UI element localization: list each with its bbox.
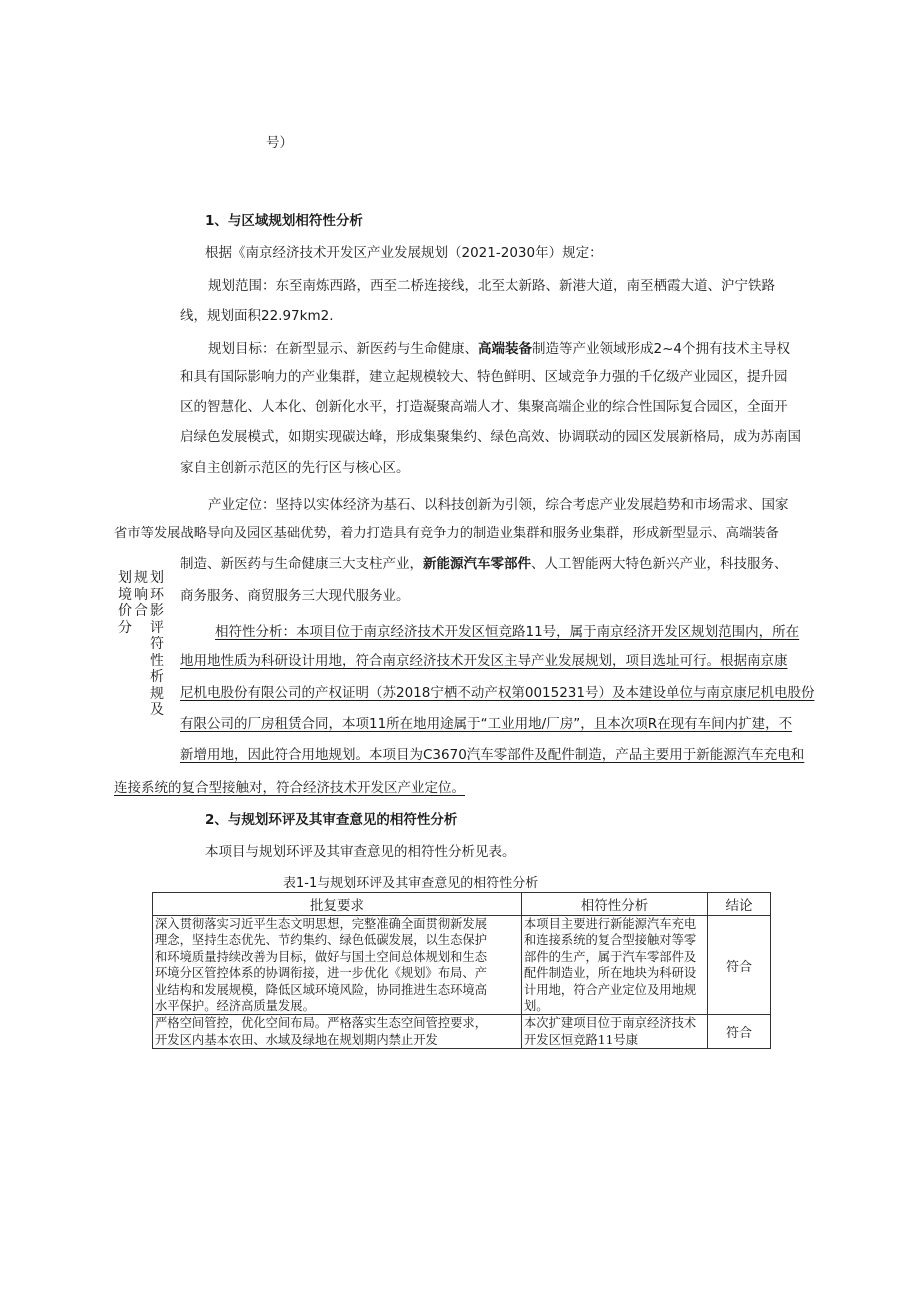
goal-line-5: 家自主创新示范区的先行区与核心区。 — [180, 460, 410, 476]
conformity-line-5: 新增用地，因此符合用地规划。本项目为C3670汽车零部件及配件制造，产品主要用于新能源汽车充电和 — [180, 747, 805, 763]
text-line: 水平保护。经济高质量发展。 — [155, 999, 315, 1014]
text-line: 严格空间管控，优化空间布局。严格落实生态空间管控要求， — [155, 1016, 488, 1031]
header-conclusion: 结论 — [708, 893, 771, 916]
header-requirement: 批复要求 — [153, 893, 522, 916]
text-line: 深入贯彻落实习近平生态文明思想，完整准确全面贯彻新发展 — [155, 917, 488, 931]
text-line: 环境分区管控体系的协调衔接，进一步优化《规划》布局、产 — [155, 966, 488, 981]
text-line: 部件的生产，属于汽车零部件及 — [524, 949, 697, 964]
positioning-line-4: 商务服务、商贸服务三大现代服务业。 — [180, 588, 410, 604]
row2-requirement — [153, 1015, 522, 1049]
text-line: 计用地，符合产业定位及用地规 — [524, 982, 697, 997]
section1-heading: 1、与区域规划相符性分析 — [205, 213, 363, 229]
goal-line-1 — [208, 337, 790, 357]
text-line: 和连接系统的复合型接触对等零 — [524, 933, 697, 948]
conformity-line-2: 地用地性质为科研设计用地，符合南京经济技术开发区主导产业发展规划，项目选址可行。根据南京康 — [180, 653, 788, 669]
text-line: 配件制造业，所在地块为科研设 — [524, 966, 697, 981]
text-line: 本次扩建项目位于南京经济技术 — [524, 1016, 697, 1031]
goal-line-3: 区的智慧化、人本化、创新化水平，打造凝聚高端人才、集聚高端企业的综合性国际复合园区，全面开 — [180, 399, 788, 415]
row1-analysis — [522, 916, 708, 1015]
table-row — [153, 916, 771, 1015]
conformity-table — [152, 892, 771, 1049]
conformity-line-6: 连接系统的复合型接触对，符合经济技术开发区产业定位。 — [114, 780, 465, 796]
table-row — [153, 1015, 771, 1049]
conformity-line-4: 有限公司的厂房租赁合同，本项11所在地用途属于“工业用地/厂房”，且本次项R在现有车间内扩建，不 — [180, 716, 793, 732]
goal-text-post: 制造等产业领域形成2~4个拥有技术主导权 — [532, 341, 790, 357]
goal-text-pre: 规划目标：在新型显示、新医药与生命健康、 — [208, 341, 478, 357]
text-line: 本项目主要进行新能源汽车充电 — [524, 917, 697, 931]
row2-analysis — [522, 1015, 708, 1049]
header-analysis: 相符性分析 — [522, 893, 708, 916]
row1-conclusion: 符合 — [708, 916, 771, 1015]
section2-intro: 本项目与规划环评及其审查意见的相符性分析见表。 — [205, 844, 516, 860]
positioning-line-2: 省市等发展战略导向及园区基础优势，着力打造具有竞争力的制造业集群和服务业集群，形成新型显示、高端装备 — [114, 526, 779, 541]
conformity-line-1: 相符性分析：本项目位于南京经济技术开发区恒竞路11号，属于南京经济开发区规划范围内，所在 — [215, 624, 800, 640]
side-label-col-2: 规响合 — [134, 570, 148, 619]
table-caption: 表1-1与规划环评及其审查意见的相符性分析 — [283, 876, 539, 891]
goal-line-4: 启绿色发展模式，如期实现碳达峰，形成集聚集约、绿色高效、协调联动的园区发展新格局，成为苏南国 — [180, 429, 801, 445]
section1-intro: 根据《南京经济技术开发区产业发展规划（2021-2030年）规定： — [205, 245, 603, 261]
positioning-text-post: 、人工智能两大特色新兴产业，科技服务、 — [531, 556, 788, 572]
text-line: 和环境质量持续改善为目标，做好与国土空间总体规划和生态 — [155, 949, 488, 964]
top-fragment: 号） — [266, 135, 293, 151]
section2-heading: 2、与规划环评及其审查意见的相符性分析 — [205, 812, 458, 828]
side-label-col-3: 划环影评符性析规及 — [150, 570, 164, 718]
table-header-row — [153, 893, 771, 916]
positioning-line-1: 产业定位：坚持以实体经济为基石、以科技创新为引领，综合考虑产业发展趋势和市场需求、国家 — [208, 497, 789, 513]
conformity-line-3: 尼机电股份有限公司的产权证明（苏2018宁栖不动产权第0015231号）及本建设单位与南京康尼机电股份 — [180, 685, 815, 701]
goal-line-2: 和具有国际影响力的产业集群，建立起规模较大、特色鲜明、区域竞争力强的千亿级产业园区，提升园 — [180, 369, 788, 385]
text-line: 理念，坚持生态优先、节约集约、绿色低碳发展，以生态保护 — [155, 933, 488, 948]
scope-line-1: 规划范围：东至南炼西路，西至二桥连接线，北至太新路、新港大道，南至栖霞大道、沪宁铁路 — [208, 278, 775, 294]
text-line: 业结构和发展规模，降低区域环境风险，协同推进生态环境高 — [155, 982, 488, 997]
text-line: 开发区恒竞路11号康 — [524, 1032, 639, 1047]
positioning-line-3 — [180, 554, 788, 574]
text-line: 开发区内基本农田、水域及绿地在规划期内禁止开发 — [155, 1032, 438, 1047]
positioning-text-bold: 新能源汽车零部件 — [423, 556, 531, 572]
scope-line-2: 线，规划面积22.97km2. — [180, 308, 334, 324]
text-line: 划。 — [524, 999, 549, 1014]
positioning-text-pre: 制造、新医药与生命健康三大支柱产业， — [180, 556, 423, 572]
row1-requirement — [153, 916, 522, 1015]
side-label-col-1: 划境价分 — [118, 570, 132, 636]
row2-conclusion: 符合 — [708, 1015, 771, 1049]
goal-text-bold: 高端装备 — [478, 341, 532, 357]
